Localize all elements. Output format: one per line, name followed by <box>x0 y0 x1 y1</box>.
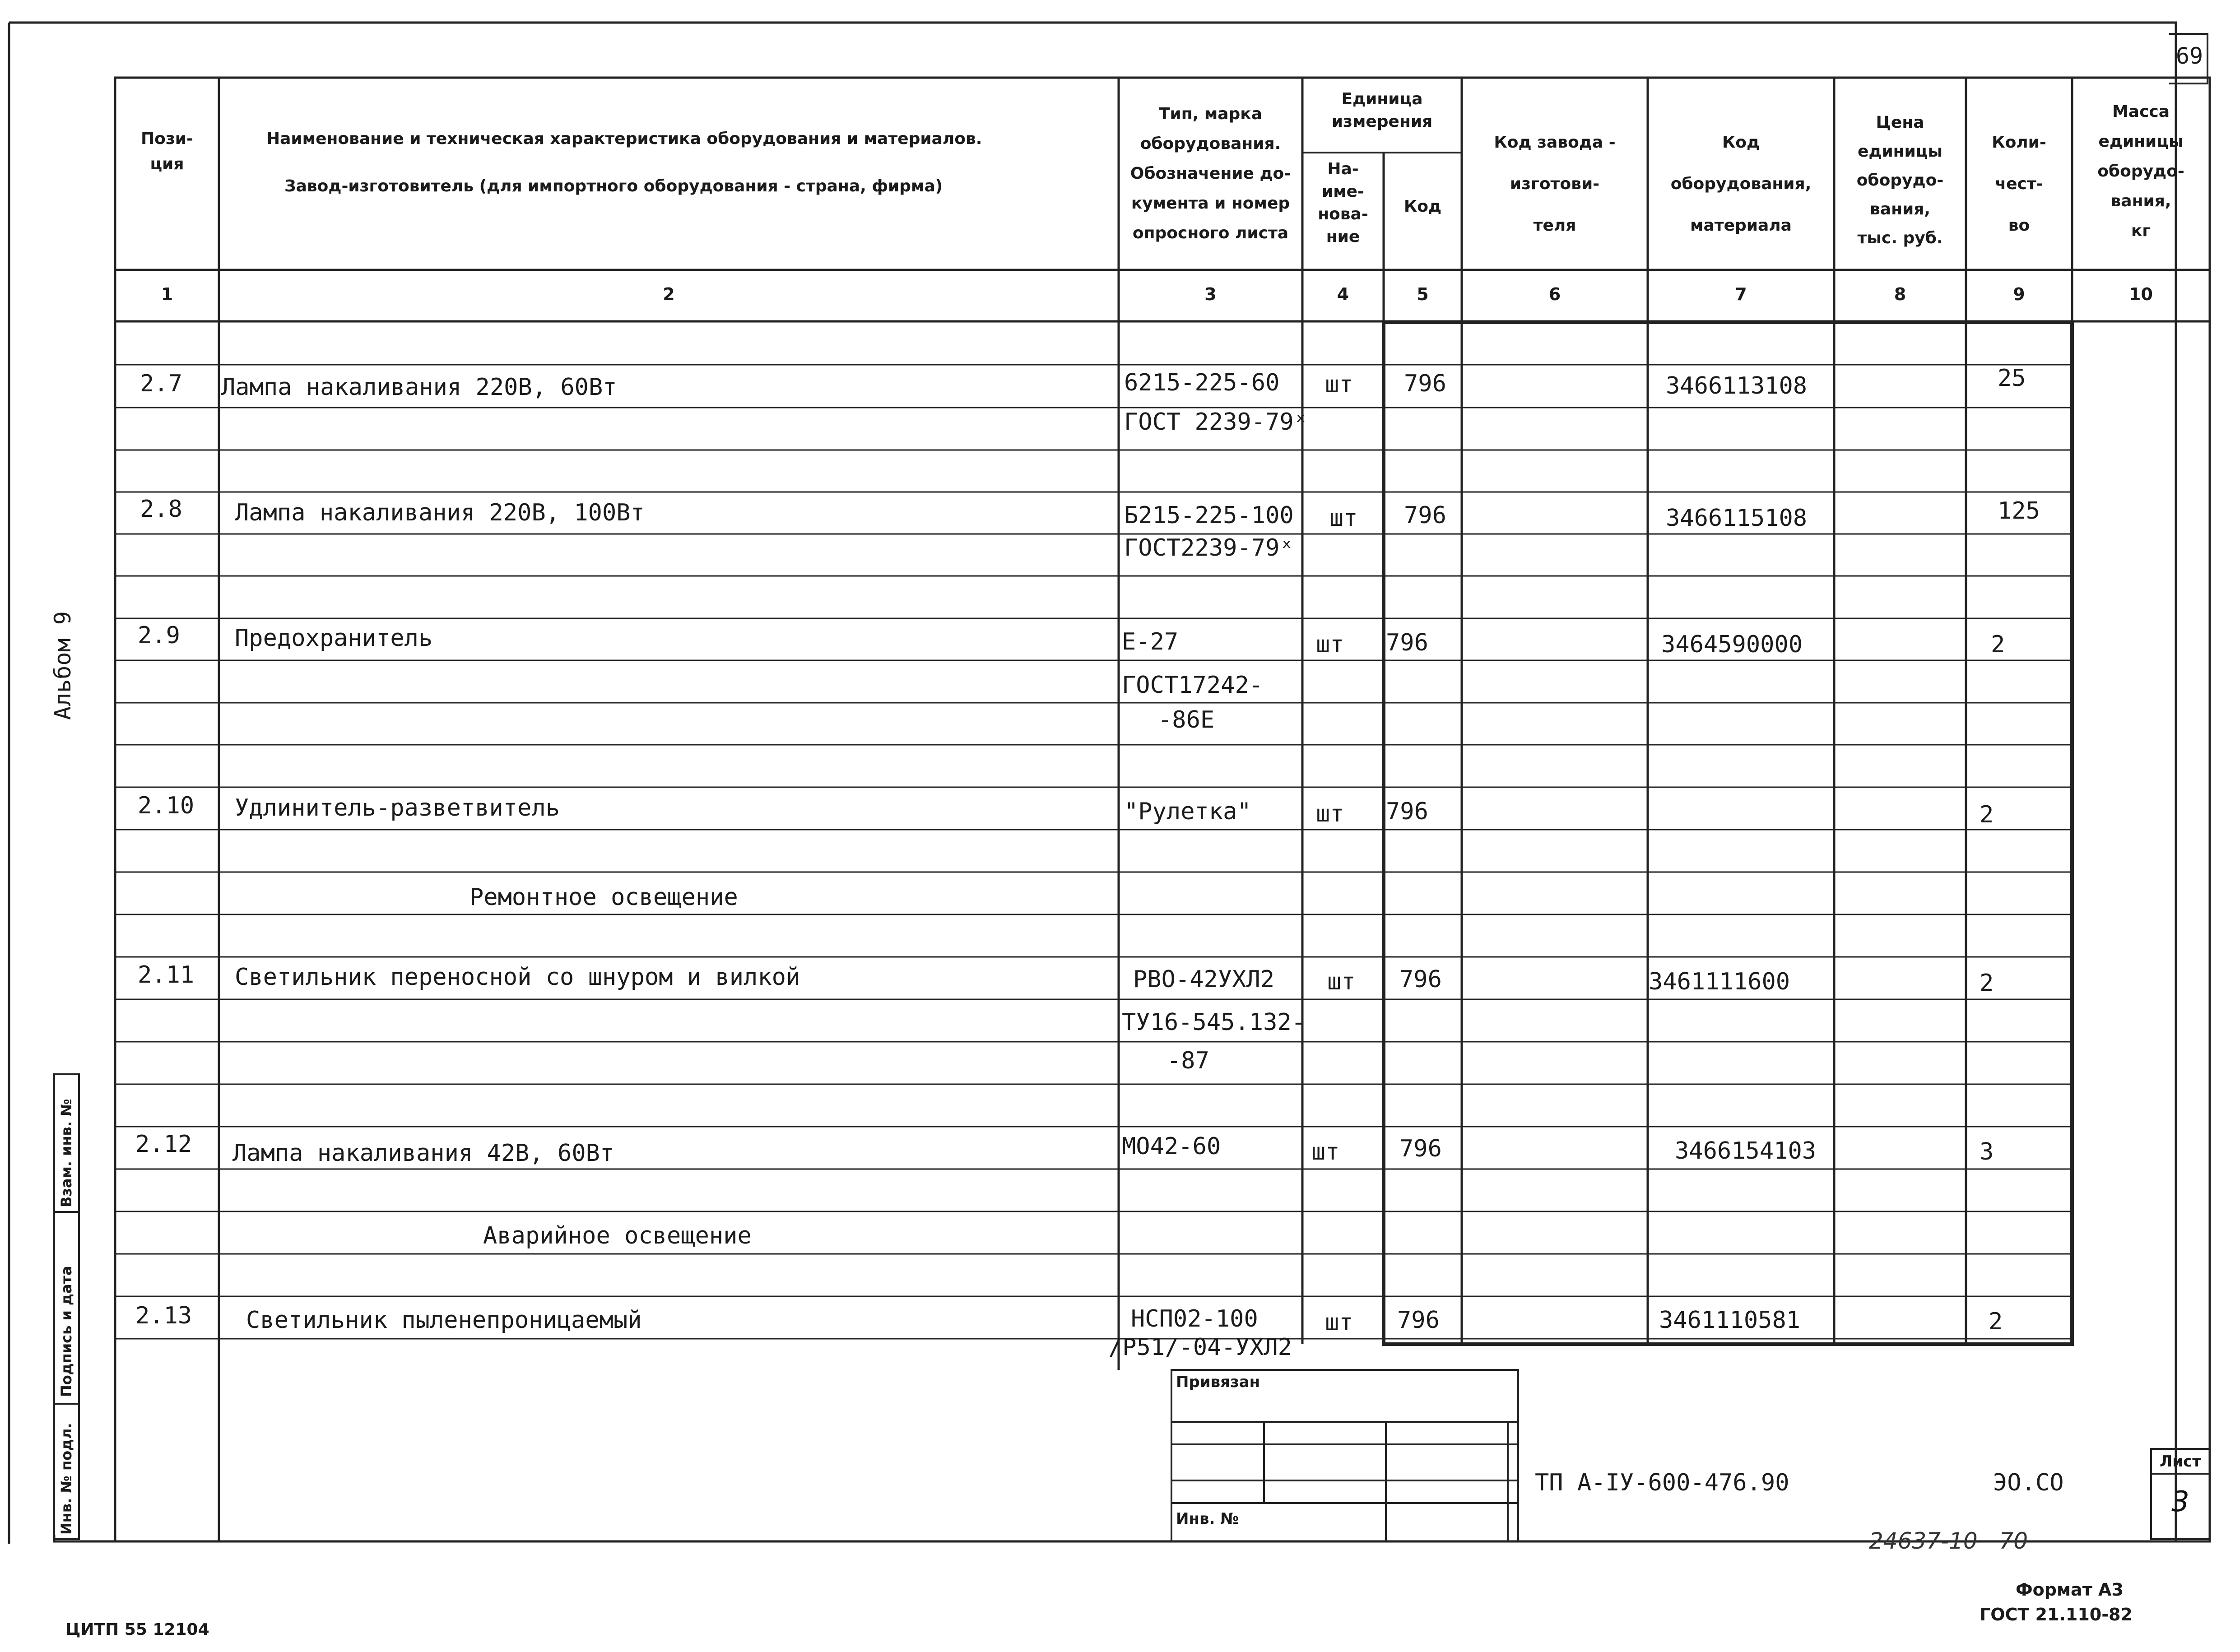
header-name-line2: Завод-изготовитель (для импортного оборудования - страна, фирма) <box>284 177 943 195</box>
row-type: /Р51/-04-УХЛ2 <box>1108 1334 1292 1361</box>
row-equipment-code: 3466154103 <box>1675 1137 1817 1165</box>
row-unit-code: 796 <box>1386 629 1428 656</box>
row-type: Е-27 <box>1122 628 1179 655</box>
header-equipment-code: Код оборудования, материала <box>1670 133 1812 235</box>
row-type: -87 <box>1167 1047 1209 1074</box>
row-unit-code: 796 <box>1404 502 1446 529</box>
column-number: 4 <box>1337 284 1349 304</box>
column-number: 7 <box>1735 284 1747 304</box>
row-type: ТУ16-545.132- <box>1122 1009 1306 1036</box>
row-quantity: 2 <box>1980 970 1994 997</box>
row-name: Лампа накаливания 42В, 60Вт <box>232 1140 614 1167</box>
format-label: Формат А3 <box>2016 1580 2124 1600</box>
row-name: Светильник пыленепроницаемый <box>246 1307 642 1334</box>
row-quantity: 2 <box>1991 631 2005 658</box>
row-unit: шт <box>1327 968 1356 995</box>
sheet-corner-number: 69 <box>2175 43 2203 69</box>
row-equipment-code: 3461110581 <box>1659 1307 1801 1334</box>
column-number: 1 <box>161 284 173 304</box>
tsitp-label: ЦИТП 55 12104 <box>65 1620 209 1639</box>
column-number: 10 <box>2129 284 2153 304</box>
row-equipment-code: 3466113108 <box>1666 372 1808 399</box>
row-unit: шт <box>1329 505 1358 532</box>
row-position: 2.9 <box>138 622 180 649</box>
row-position: 2.10 <box>138 792 195 819</box>
row-type: 6215-225-60 <box>1124 369 1280 396</box>
gost-label: ГОСТ 21.110-82 <box>1980 1605 2133 1624</box>
row-unit-code: 796 <box>1404 370 1446 397</box>
row-unit-code: 796 <box>1399 966 1442 993</box>
header-unit-code: Код <box>1403 197 1442 216</box>
row-position: 2.11 <box>138 961 195 988</box>
row-name: Лампа накаливания 220В, 100Вт <box>235 499 645 526</box>
margin-podpis-data: Подпись и дата <box>58 1266 75 1397</box>
row-quantity: 2 <box>1980 801 1994 828</box>
row-quantity: 2 <box>1989 1308 2003 1335</box>
header-position: Пози- ция <box>141 130 193 173</box>
stamp-inv-no: Инв. № <box>1176 1510 1239 1528</box>
album-label: Альбом 9 <box>50 611 76 720</box>
row-type: РВО-42УХЛ2 <box>1133 966 1275 993</box>
section-title-repair-lighting: Ремонтное освещение <box>469 884 738 911</box>
row-unit: шт <box>1311 1138 1340 1165</box>
header-quantity: Коли- чест- во <box>1992 133 2046 235</box>
column-number: 6 <box>1548 284 1561 304</box>
row-equipment-code: 3464590000 <box>1661 631 1803 658</box>
column-number: 8 <box>1894 284 1906 304</box>
row-unit: шт <box>1325 1309 1353 1336</box>
row-equipment-code: 3461111600 <box>1649 968 1790 995</box>
header-unit-group: Единица измерения <box>1331 90 1433 131</box>
row-type: ГОСТ2239-79ˣ <box>1124 534 1294 561</box>
row-unit-code: 796 <box>1397 1307 1440 1334</box>
row-unit: шт <box>1316 631 1344 658</box>
header-unit-mass: Масса единицы оборудо- вания, кг <box>2097 102 2184 240</box>
row-type: ГОСТ 2239-79ˣ <box>1124 408 1308 436</box>
column-number: 3 <box>1204 284 1217 304</box>
row-position: 2.13 <box>135 1302 192 1329</box>
stamp-privyazan: Привязан <box>1176 1373 1260 1391</box>
document-code: ТП А-IУ-600-476.90 <box>1535 1469 1789 1496</box>
row-type: ГОСТ17242- <box>1122 672 1264 699</box>
row-quantity: 3 <box>1980 1138 1994 1165</box>
header-plant-code: Код завода - изготови- теля <box>1494 133 1616 235</box>
column-number: 9 <box>2013 284 2025 304</box>
row-type: -86Е <box>1158 706 1215 733</box>
header-name-line1: Наименование и техническая характеристика оборудования и материалов. <box>266 130 982 148</box>
column-number: 2 <box>663 284 675 304</box>
row-type: "Рулетка" <box>1124 798 1251 825</box>
row-position: 2.8 <box>140 496 182 523</box>
row-name: Удлинитель-разветвитель <box>235 794 560 821</box>
row-name: Светильник переносной со шнуром и вилкой <box>235 964 800 991</box>
row-position: 2.12 <box>135 1131 192 1158</box>
row-type: Б215-225-100 <box>1124 502 1294 529</box>
row-unit: шт <box>1316 800 1344 827</box>
row-type: НСП02-100 <box>1131 1305 1258 1332</box>
row-name: Предохранитель <box>235 625 433 652</box>
header-unit-name: На- име- нова- ние <box>1318 160 1368 246</box>
margin-vzam-inv: Взам. инв. № <box>58 1099 75 1207</box>
header-unit-price: Цена единицы оборудо- вания, тыс. руб. <box>1856 113 1944 247</box>
row-unit: шт <box>1325 371 1353 398</box>
row-unit-code: 796 <box>1386 798 1428 825</box>
list-label: Лист <box>2160 1452 2201 1471</box>
row-quantity: 25 <box>1998 365 2026 392</box>
row-name: Лампа накаливания 220В, 60Вт <box>221 374 617 401</box>
header-type: Тип, марка оборудования. Обозначение до- кумента и номер опросного листа <box>1130 105 1291 242</box>
list-value: 3 <box>2171 1485 2189 1518</box>
row-position: 2.7 <box>140 370 182 397</box>
section-title-emergency-lighting: Аварийное освещение <box>483 1222 752 1249</box>
row-type: МО42-60 <box>1122 1133 1221 1160</box>
document-suffix: ЭО.СО <box>1993 1469 2064 1496</box>
margin-inv-podl: Инв. № подл. <box>58 1423 75 1535</box>
column-number: 5 <box>1417 284 1429 304</box>
row-quantity: 125 <box>1998 497 2040 524</box>
row-equipment-code: 3466115108 <box>1666 505 1808 532</box>
handwritten-number: 24637-10 70 <box>1869 1528 2028 1554</box>
row-unit-code: 796 <box>1399 1135 1442 1162</box>
